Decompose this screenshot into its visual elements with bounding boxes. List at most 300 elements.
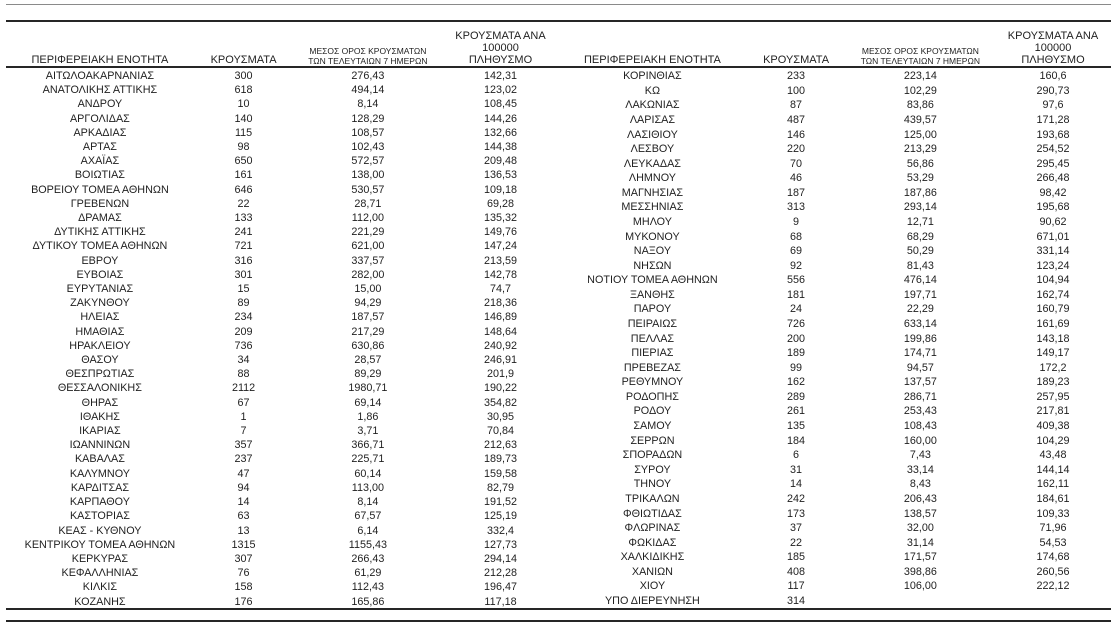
- table-row: [559, 273, 1112, 288]
- cell-per100k: 162,11: [1036, 478, 1070, 491]
- table-row: [6, 83, 559, 97]
- col-header-avg7-line2: ΤΩΝ ΤΕΛΕΥΤΑΙΩΝ 7 ΗΜΕΡΩΝ: [308, 55, 428, 66]
- cell-region: ΑΡΤΑΣ: [82, 141, 117, 154]
- cell-per100k: 97,6: [1042, 99, 1064, 112]
- cell-region: ΡΟΔΟΠΗΣ: [625, 390, 679, 403]
- cell-cases: 301: [234, 268, 253, 281]
- cell-avg7: 282,00: [351, 268, 385, 281]
- cell-cases: 161: [234, 169, 253, 182]
- right-table-body: [559, 69, 1112, 609]
- cell-cases: 115: [234, 126, 253, 139]
- cell-region: ΚΟΖΑΝΗΣ: [74, 595, 126, 608]
- cell-cases: 300: [234, 70, 253, 82]
- table-row: [559, 550, 1112, 565]
- cell-region: ΑΝΑΤΟΛΙΚΗΣ ΑΤΤΙΚΗΣ: [42, 84, 158, 97]
- cell-cases: 13: [237, 524, 250, 537]
- cell-cases: 187: [787, 186, 806, 199]
- cell-cases: 1315: [231, 538, 256, 551]
- cell-region: ΠΙΕΡΙΑΣ: [631, 347, 674, 360]
- cell-region: ΚΕΝΤΡΙΚΟΥ ΤΟΜΕΑ ΑΘΗΝΩΝ: [24, 538, 176, 551]
- table-row: [6, 467, 559, 481]
- table-row: [6, 552, 559, 566]
- cell-per100k: 104,94: [1036, 274, 1070, 287]
- table-row: [6, 524, 559, 538]
- cell-per100k: 30,95: [486, 410, 514, 423]
- cell-per100k: 184,61: [1036, 492, 1070, 505]
- table-row: [6, 97, 559, 111]
- cell-region: ΞΑΝΘΗΣ: [629, 288, 675, 301]
- cell-region: ΑΡΚΑΔΙΑΣ: [73, 126, 127, 139]
- cell-avg7: 439,57: [903, 113, 937, 126]
- col-header-avg7-line1: ΜΕΣΟΣ ΟΡΟΣ ΚΡΟΥΣΜΑΤΩΝ: [861, 46, 979, 56]
- cell-per100k: 142,31: [483, 70, 517, 82]
- cell-region: ΚΕΦΑΛΛΗΝΙΑΣ: [61, 567, 139, 580]
- cell-cases: 261: [787, 405, 806, 418]
- cell-cases: 242: [787, 492, 806, 505]
- cell-per100k: 257,95: [1036, 390, 1070, 403]
- cell-cases: 184: [787, 434, 806, 447]
- col-header-per100k: [442, 22, 558, 69]
- col-header-avg7: [846, 22, 995, 69]
- cell-region: ΚΙΛΚΙΣ: [82, 581, 118, 594]
- cell-per100k: 135,32: [483, 212, 517, 225]
- cell-region: ΗΛΕΙΑΣ: [80, 311, 120, 324]
- cell-per100k: 144,14: [1036, 463, 1070, 476]
- table-row: [6, 296, 559, 310]
- table-row: [6, 310, 559, 324]
- cell-region: ΛΑΣΙΘΙΟΥ: [627, 128, 678, 141]
- table-row: [6, 339, 559, 353]
- header-row: [559, 22, 1112, 69]
- col-header-per100k-line1: ΚΡΟΥΣΜΑΤΑ ΑΝΑ 100000: [455, 30, 546, 54]
- cell-avg7: 165,86: [351, 595, 385, 608]
- cell-region: ΣΑΜΟΥ: [633, 420, 672, 433]
- cell-per100k: 409,38: [1036, 420, 1070, 433]
- cell-region: ΚΕΡΚΥΡΑΣ: [71, 552, 129, 565]
- cell-avg7: 94,57: [906, 361, 934, 374]
- table-row: [6, 381, 559, 395]
- cell-avg7: 398,86: [903, 565, 937, 578]
- cell-region: ΘΕΣΠΡΩΤΙΑΣ: [65, 368, 135, 381]
- cell-per100k: 354,82: [483, 396, 517, 409]
- col-header-per100k-line1: ΚΡΟΥΣΜΑΤΑ ΑΝΑ 100000: [1007, 30, 1099, 54]
- cell-cases: 92: [790, 259, 803, 272]
- cell-avg7: 171,57: [903, 551, 937, 564]
- cell-per100k: 127,73: [483, 538, 517, 551]
- cell-cases: 133: [234, 212, 253, 225]
- cell-avg7: 160,00: [903, 434, 937, 447]
- cell-region: ΑΙΤΩΛΟΑΚΑΡΝΑΝΙΑΣ: [45, 70, 155, 82]
- col-header-avg7-line1: ΜΕΣΟΣ ΟΡΟΣ ΚΡΟΥΣΜΑΤΩΝ: [309, 46, 427, 56]
- cell-avg7: 174,71: [903, 347, 937, 360]
- cell-avg7: 113,00: [351, 481, 384, 494]
- cell-cases: 76: [237, 567, 250, 580]
- cell-per100k: 254,52: [1036, 143, 1070, 156]
- cell-avg7: 32,00: [906, 522, 934, 535]
- cell-per100k: 149,76: [483, 226, 517, 239]
- cell-avg7: 206,43: [903, 492, 937, 505]
- cell-cases: 10: [237, 98, 250, 111]
- cell-avg7: 1980,71: [348, 382, 388, 395]
- col-header-avg7: [293, 22, 442, 69]
- cell-per100k: 69,28: [486, 197, 514, 210]
- cell-region: ΑΝΔΡΟΥ: [77, 98, 123, 111]
- table-row: [6, 197, 559, 211]
- cell-cases: 22: [790, 536, 803, 549]
- table-row: [559, 375, 1112, 390]
- bottom-divider-lower: [6, 620, 1111, 622]
- cell-cases: 70: [790, 157, 803, 170]
- cell-avg7: 223,14: [903, 70, 937, 83]
- table-row: [6, 254, 559, 268]
- cell-region: ΙΩΑΝΝΙΝΩΝ: [69, 439, 131, 452]
- cell-per100k: 71,96: [1039, 522, 1067, 535]
- cell-region: ΝΗΣΩΝ: [633, 259, 672, 272]
- cell-per100k: 191,52: [483, 496, 517, 509]
- cell-cases: 34: [237, 354, 250, 367]
- cell-avg7: 6,14: [357, 524, 379, 537]
- cell-avg7: 22,29: [906, 303, 934, 316]
- cell-per100k: 172,2: [1039, 361, 1067, 374]
- table-row: [6, 112, 559, 126]
- table-row: [6, 495, 559, 509]
- cell-cases: 46: [790, 172, 803, 185]
- cell-region: ΚΑΒΑΛΑΣ: [74, 453, 125, 466]
- left-table-header: [6, 22, 559, 69]
- table-row: [559, 404, 1112, 419]
- table-row: [559, 579, 1112, 594]
- cell-region: ΛΕΥΚΑΔΑΣ: [623, 157, 681, 170]
- cell-avg7: 366,71: [351, 439, 385, 452]
- table-row: [559, 419, 1112, 434]
- cell-per100k: 123,02: [483, 84, 517, 97]
- cell-cases: 618: [234, 84, 253, 97]
- cell-region: ΤΗΝΟΥ: [633, 478, 672, 491]
- table-row: [6, 239, 559, 253]
- table-row: [559, 463, 1112, 478]
- cell-cases: 88: [237, 368, 250, 381]
- cell-per100k: 218,36: [483, 297, 517, 310]
- cell-per100k: 123,24: [1036, 259, 1070, 272]
- cell-per100k: 98,42: [1039, 186, 1067, 199]
- cell-per100k: 260,56: [1036, 565, 1070, 578]
- cell-avg7: 112,00: [351, 212, 384, 225]
- table-row: [6, 268, 559, 282]
- cell-avg7: 50,29: [906, 245, 934, 258]
- left-table-body: [6, 69, 559, 609]
- table-row: [559, 171, 1112, 186]
- cell-cases: 181: [787, 288, 806, 301]
- table-row: [559, 448, 1112, 463]
- table-row: [559, 317, 1112, 332]
- cell-avg7: 137,57: [903, 376, 937, 389]
- cell-avg7: 106,00: [903, 580, 937, 593]
- table-row: [559, 433, 1112, 448]
- cell-cases: 237: [234, 453, 253, 466]
- cell-per100k: 331,14: [1036, 245, 1070, 258]
- cell-avg7: 60,14: [354, 467, 382, 480]
- cell-avg7: 187,86: [903, 186, 937, 199]
- table-row: [6, 168, 559, 182]
- col-header-avg7-line2: ΤΩΝ ΤΕΛΕΥΤΑΙΩΝ 7 ΗΜΕΡΩΝ: [860, 55, 980, 66]
- cell-avg7: 112,43: [351, 581, 384, 594]
- cell-per100k: 144,38: [483, 141, 517, 154]
- cell-cases: 233: [787, 70, 806, 83]
- cell-per100k: 174,68: [1036, 551, 1070, 564]
- cell-region: ΛΕΣΒΟΥ: [630, 143, 675, 156]
- cell-per100k: 149,17: [1036, 347, 1070, 360]
- cell-per100k: 82,79: [486, 481, 514, 494]
- cell-cases: 37: [790, 522, 803, 535]
- cell-region: ΦΩΚΙΔΑΣ: [628, 536, 677, 549]
- cell-region: ΑΡΓΟΛΙΔΑΣ: [69, 112, 130, 125]
- cell-avg7: 33,14: [906, 463, 934, 476]
- cell-cases: 314: [787, 595, 806, 608]
- cell-avg7: 56,86: [906, 157, 934, 170]
- cell-per100k: 212,63: [483, 439, 517, 452]
- cell-cases: 15: [237, 283, 250, 296]
- cell-avg7: 67,57: [354, 510, 382, 523]
- cell-avg7: 28,57: [354, 354, 382, 367]
- cell-per100k: 70,84: [486, 425, 514, 438]
- cell-avg7: 494,14: [351, 84, 385, 97]
- cell-per100k: 144,26: [483, 112, 517, 125]
- table-row: [6, 183, 559, 197]
- cell-cases: 408: [787, 565, 806, 578]
- cell-region: ΔΥΤΙΚΗΣ ΑΤΤΙΚΗΣ: [54, 226, 146, 239]
- top-thin-divider: [6, 4, 1111, 5]
- cell-cases: 307: [234, 552, 253, 565]
- cell-region: ΕΥΡΥΤΑΝΙΑΣ: [66, 283, 134, 296]
- cell-cases: 89: [237, 297, 250, 310]
- table-row: [559, 215, 1112, 230]
- cell-region: ΒΟΡΕΙΟΥ ΤΟΜΕΑ ΑΘΗΝΩΝ: [31, 183, 169, 196]
- table-row: [6, 282, 559, 296]
- cell-region: ΠΡΕΒΕΖΑΣ: [623, 361, 681, 374]
- table-row: [559, 69, 1112, 84]
- cell-cases: 241: [234, 226, 253, 239]
- cell-avg7: 633,14: [903, 318, 937, 331]
- cell-avg7: 8,14: [357, 496, 379, 509]
- cell-region: ΛΑΡΙΣΑΣ: [629, 113, 675, 126]
- table-row: [6, 481, 559, 495]
- table-row: [559, 361, 1112, 376]
- cell-avg7: 83,86: [906, 99, 934, 112]
- cell-avg7: 61,29: [354, 567, 382, 580]
- cell-avg7: 53,29: [906, 172, 934, 185]
- cell-per100k: 171,28: [1036, 113, 1070, 126]
- table-row: [559, 492, 1112, 507]
- table-row: [559, 565, 1112, 580]
- cell-per100k: 146,89: [483, 311, 517, 324]
- cell-cases: 189: [787, 347, 806, 360]
- cell-avg7: 572,57: [351, 155, 385, 168]
- cell-region: ΚΑΛΥΜΝΟΥ: [69, 467, 130, 480]
- cell-region: ΚΑΡΔΙΤΣΑΣ: [70, 481, 129, 494]
- cell-cases: 289: [787, 390, 806, 403]
- table-row: [6, 353, 559, 367]
- cell-avg7: 266,43: [351, 552, 385, 565]
- cell-per100k: 108,45: [483, 98, 517, 111]
- cell-region: ΦΛΩΡΙΝΑΣ: [624, 522, 681, 535]
- cell-cases: 6: [793, 449, 800, 462]
- cell-region: ΙΘΑΚΗΣ: [79, 410, 120, 423]
- table-row: [6, 595, 559, 609]
- table-row: [559, 113, 1112, 128]
- cell-region: ΠΕΙΡΑΙΩΣ: [627, 318, 678, 331]
- cell-avg7: 621,00: [351, 240, 385, 253]
- cell-per100k: 217,81: [1036, 405, 1070, 418]
- col-header-region: ΠΕΡΙΦΕΡΕΙΑΚΗ ΕΝΟΤΗΤΑ: [583, 54, 721, 66]
- cell-per100k: 196,47: [483, 581, 517, 594]
- col-header-cases: ΚΡΟΥΣΜΑΤΑ: [210, 54, 277, 66]
- cell-per100k: 240,92: [483, 339, 517, 352]
- cell-region: ΓΡΕΒΕΝΩΝ: [70, 197, 130, 210]
- cell-per100k: 142,78: [483, 268, 517, 281]
- cell-region: ΠΑΡΟΥ: [633, 303, 672, 316]
- cell-avg7: 138,57: [903, 507, 937, 520]
- table-row: [559, 186, 1112, 201]
- cell-region: ΜΥΚΟΝΟΥ: [625, 230, 680, 243]
- cell-cases: 556: [787, 274, 806, 287]
- cell-avg7: 476,14: [903, 274, 937, 287]
- cell-cases: 7: [240, 425, 247, 438]
- cell-per100k: 161,69: [1036, 318, 1070, 331]
- cell-per100k: 159,58: [483, 467, 517, 480]
- cell-per100k: 213,59: [483, 254, 517, 267]
- cell-cases: 721: [234, 240, 253, 253]
- cell-avg7: [846, 594, 995, 609]
- cell-region: ΘΗΡΑΣ: [81, 396, 119, 409]
- cell-avg7: 94,29: [354, 297, 382, 310]
- cell-cases: 487: [787, 113, 806, 126]
- cell-region: ΦΘΙΩΤΙΔΑΣ: [623, 507, 682, 520]
- table-row: [559, 331, 1112, 346]
- cell-cases: 24: [790, 303, 803, 316]
- cell-avg7: 102,43: [351, 141, 385, 154]
- cell-per100k: 74,7: [489, 283, 511, 296]
- table-row: [6, 424, 559, 438]
- cell-region: ΛΑΚΩΝΙΑΣ: [625, 99, 680, 112]
- cell-cases: 726: [787, 318, 806, 331]
- cell-region: ΘΑΣΟΥ: [81, 354, 119, 367]
- cell-region: ΥΠΟ ΔΙΕΡΕΥΝΗΣΗ: [604, 595, 700, 608]
- cell-cases: 200: [787, 332, 806, 345]
- table-row: [559, 346, 1112, 361]
- cell-region: ΧΑΛΚΙΔΙΚΗΣ: [620, 551, 685, 564]
- table-row: [6, 225, 559, 239]
- cell-per100k: 104,29: [1036, 434, 1070, 447]
- table-row: [6, 367, 559, 381]
- cell-cases: 158: [234, 581, 253, 594]
- cell-cases: 220: [787, 143, 806, 156]
- table-row: [6, 69, 559, 83]
- table-row: [559, 288, 1112, 303]
- cell-region: ΚΑΡΠΑΘΟΥ: [69, 496, 130, 509]
- cell-per100k: 43,48: [1039, 449, 1067, 462]
- cell-per100k: 162,74: [1036, 288, 1070, 301]
- right-table-header: [559, 22, 1112, 69]
- table-row: [559, 536, 1112, 551]
- cell-per100k: 147,24: [483, 240, 517, 253]
- cell-per100k: 290,73: [1036, 84, 1070, 97]
- cell-cases: 185: [787, 551, 806, 564]
- cell-region: ΣΠΟΡΑΔΩΝ: [622, 449, 683, 462]
- cell-avg7: 276,43: [351, 70, 385, 82]
- col-header-per100k: [995, 22, 1111, 69]
- cell-region: ΚΟΡΙΝΘΙΑΣ: [623, 70, 682, 83]
- cell-region: ΡΕΘΥΜΝΟΥ: [621, 376, 684, 389]
- cell-cases: 68: [790, 230, 803, 243]
- cell-avg7: 12,71: [906, 215, 934, 228]
- table-row: [559, 506, 1112, 521]
- cell-per100k: 160,79: [1036, 303, 1070, 316]
- cell-avg7: 3,71: [357, 425, 379, 438]
- cell-per100k: 332,4: [486, 524, 514, 537]
- cell-region: ΠΕΛΛΑΣ: [630, 332, 675, 345]
- cell-per100k: 193,68: [1036, 128, 1070, 141]
- cell-per100k: 212,28: [483, 567, 517, 580]
- cell-per100k: 201,9: [486, 368, 514, 381]
- cell-avg7: 68,29: [906, 230, 934, 243]
- table-row: [6, 438, 559, 452]
- cell-region: ΜΑΓΝΗΣΙΑΣ: [621, 186, 684, 199]
- cell-cases: 140: [234, 112, 253, 125]
- table-row: [6, 126, 559, 140]
- cell-cases: 646: [234, 183, 253, 196]
- header-row: [6, 22, 559, 69]
- cell-per100k: 189,73: [483, 453, 517, 466]
- cell-avg7: 293,14: [903, 201, 937, 214]
- cell-region: ΙΚΑΡΙΑΣ: [79, 425, 121, 438]
- table-row: [559, 594, 1112, 609]
- cell-region: ΖΑΚΥΝΘΟΥ: [70, 297, 130, 310]
- cell-cases: 313: [787, 201, 806, 214]
- table-row: [6, 140, 559, 154]
- cell-cases: 650: [234, 155, 253, 168]
- cell-cases: 14: [790, 478, 803, 491]
- cell-avg7: 221,29: [351, 226, 385, 239]
- cell-cases: 31: [790, 463, 803, 476]
- cell-avg7: 31,14: [906, 536, 934, 549]
- cell-region: ΔΥΤΙΚΟΥ ΤΟΜΕΑ ΑΘΗΝΩΝ: [32, 240, 168, 253]
- cell-per100k: [995, 594, 1111, 609]
- cell-per100k: 246,91: [483, 354, 517, 367]
- cell-avg7: 15,00: [354, 283, 382, 296]
- cell-region: ΡΟΔΟΥ: [633, 405, 672, 418]
- cell-avg7: 89,29: [354, 368, 382, 381]
- cell-per100k: 195,68: [1036, 201, 1070, 214]
- cell-cases: 94: [237, 481, 250, 494]
- tables-container: [6, 22, 1111, 609]
- cell-cases: 1: [240, 410, 247, 423]
- cell-cases: 135: [787, 420, 806, 433]
- cell-avg7: 337,57: [351, 254, 385, 267]
- cell-per100k: 109,33: [1036, 507, 1070, 520]
- cell-region: ΕΥΒΟΙΑΣ: [76, 268, 124, 281]
- cell-avg7: 8,14: [357, 98, 379, 111]
- table-row: [6, 509, 559, 523]
- table-row: [6, 566, 559, 580]
- cell-region: ΕΒΡΟΥ: [81, 254, 119, 267]
- cell-region: ΜΕΣΣΗΝΙΑΣ: [621, 201, 684, 214]
- cell-avg7: 253,43: [903, 405, 937, 418]
- table-row: [6, 211, 559, 225]
- cell-region: ΘΕΣΣΑΛΟΝΙΚΗΣ: [57, 382, 142, 395]
- table-row: [6, 538, 559, 552]
- cell-region: ΧΑΝΙΩΝ: [631, 565, 673, 578]
- cell-per100k: 109,18: [483, 183, 517, 196]
